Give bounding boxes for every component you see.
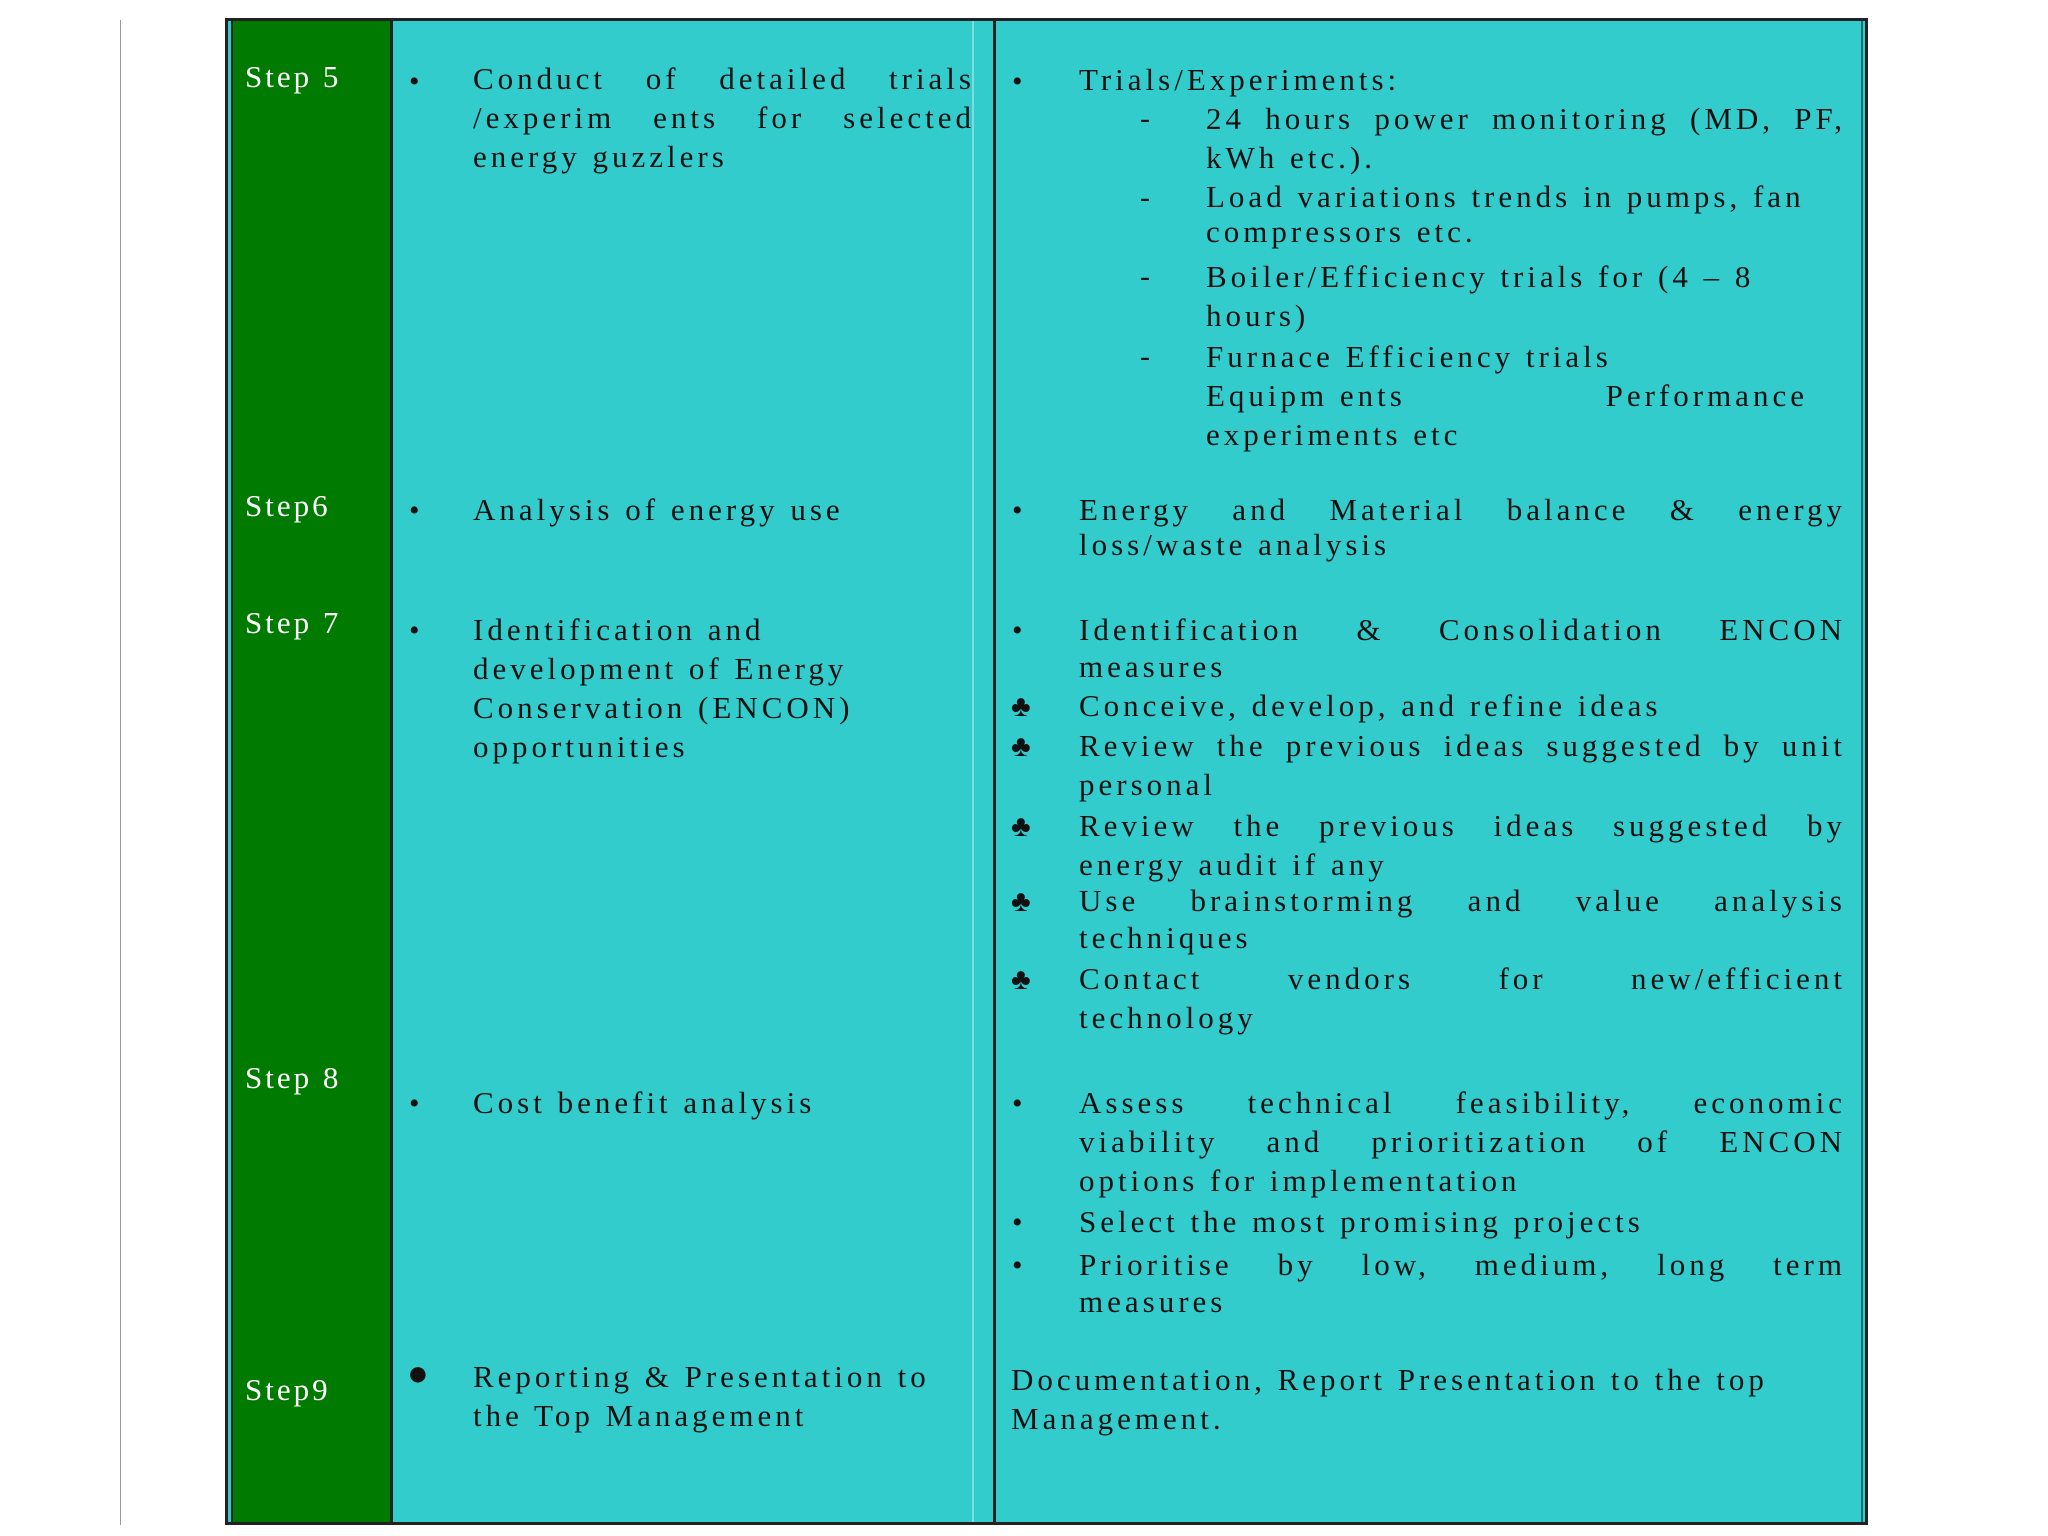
club-icon: ♣ xyxy=(1011,963,1031,996)
step-9-label: Step9 xyxy=(245,1372,331,1407)
step-8-activity: Cost benefit analysis xyxy=(473,1085,816,1120)
activity-line: Conduct of detailed trials xyxy=(473,61,975,96)
step-8-detail-item: Assess technical feasibility, economic viability and prioritization of ENCON options for implementation xyxy=(1079,1085,1846,1198)
step-9-detail: Documentation, Report Presentation to the top Management. xyxy=(1011,1362,1768,1436)
step-5-detail-bullet: • xyxy=(1012,65,1023,98)
step-7-club-item: Conceive, develop, and refine ideas xyxy=(1079,688,1662,723)
activity-line: energy guzzlers xyxy=(473,139,728,174)
step-7-label: Step 7 xyxy=(245,605,342,640)
column-faint-divider xyxy=(972,21,974,1522)
step-8-activity-bullet: • xyxy=(409,1087,420,1120)
column-divider xyxy=(993,21,996,1522)
step-7-detail-bullet: • xyxy=(1012,614,1023,647)
dash-mark: - xyxy=(1140,102,1150,135)
dash-mark: - xyxy=(1140,340,1150,373)
step-6-detail: Energy and Material balance & energy loss/waste analysis xyxy=(1079,492,1846,562)
step-7-club-item: Contact vendors for new/efficient technology xyxy=(1079,961,1846,1035)
step-5-subitem: Load variations trends in pumps, fan compressors etc. xyxy=(1206,179,1805,249)
step-6-label: Step6 xyxy=(245,488,331,523)
step-8-detail-bullet: • xyxy=(1012,1087,1023,1120)
step-5-subitem: Furnace Efficiency trials Equipm ents Performance experiments etc xyxy=(1206,339,1808,452)
table-right-edge xyxy=(1861,21,1863,1522)
step-5-subitem: Boiler/Efficiency trials for (4 – 8 hours) xyxy=(1206,259,1755,333)
step-8-detail-bullet: • xyxy=(1012,1249,1023,1282)
page-margin-rule xyxy=(120,20,121,1525)
step-9-activity-bullet: ● xyxy=(407,1353,429,1393)
step-7-detail-head: Identification & Consolidation ENCON measures xyxy=(1079,612,1846,684)
step-6-activity-bullet: • xyxy=(409,494,420,527)
step-7-club-item: Review the previous ideas suggested by energy audit if any xyxy=(1079,808,1846,882)
step-5-label: Step 5 xyxy=(245,59,342,94)
step-7-club-item: Use brainstorming and value analysis techniques xyxy=(1079,883,1846,955)
step-5-activity xyxy=(473,59,975,176)
step-8-detail-item: Select the most promising projects xyxy=(1079,1204,1644,1239)
step-5-detail-head: Trials/Experiments: xyxy=(1079,62,1401,97)
step-8-detail-item: Prioritise by low, medium, long term measures xyxy=(1079,1247,1846,1319)
step-7-activity: Identification and development of Energy Conservation (ENCON) opportunities xyxy=(473,612,854,764)
activity-line: /experim ents for selected xyxy=(473,100,975,135)
club-icon: ♣ xyxy=(1011,690,1031,723)
step-6-activity: Analysis of energy use xyxy=(473,492,844,527)
step-5-subitem: 24 hours power monitoring (MD, PF, kWh etc.). xyxy=(1206,101,1846,175)
step-9-activity: Reporting & Presentation to the Top Management xyxy=(473,1359,930,1433)
dash-mark: - xyxy=(1140,181,1150,214)
step-8-label: Step 8 xyxy=(245,1060,342,1095)
step-6-detail-bullet: • xyxy=(1012,494,1023,527)
club-icon: ♣ xyxy=(1011,730,1031,763)
step-7-activity-bullet: • xyxy=(409,614,420,647)
step-5-activity-bullet: • xyxy=(409,65,420,98)
club-icon: ♣ xyxy=(1011,885,1031,918)
step-8-detail-bullet: • xyxy=(1012,1206,1023,1239)
club-icon: ♣ xyxy=(1011,810,1031,843)
step-7-club-item: Review the previous ideas suggested by unit personal xyxy=(1079,728,1846,802)
dash-mark: - xyxy=(1140,260,1150,293)
step-column xyxy=(231,21,393,1522)
